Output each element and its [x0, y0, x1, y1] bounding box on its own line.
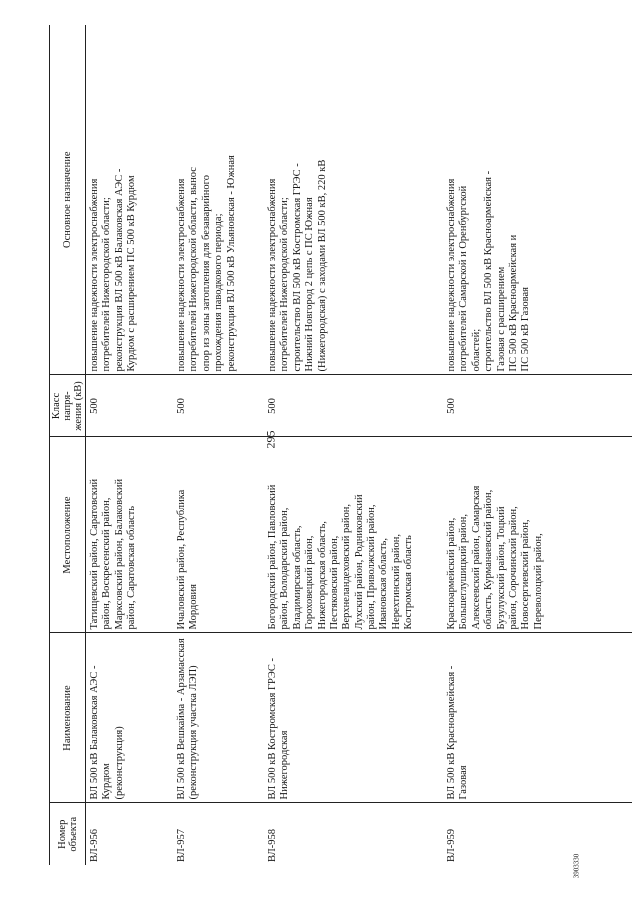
rotated-page-content: [49, 25, 639, 865]
cell-name: ВЛ 500 кВ Костромская ГРЭС - Нижегородская: [264, 633, 443, 803]
cell-main-purpose: повышение надежности электроснабжения потребителей Самарской и Оренбургской областей; строительство ВЛ 500 кВ Красноармейская - Газовая с расширением ПС 500 кВ Красноармейская и ПС 500 кВ Газовая: [446, 170, 532, 372]
page-number: 295: [263, 430, 278, 449]
cell-object-number: ВЛ-959: [443, 803, 632, 865]
header-object-number: Номер объекта: [50, 803, 86, 865]
cell-main-purpose: повышение надежности электроснабжения потребителей Нижегородской области; реконструкция ВЛ 500 кВ Балаковская АЭС - Курдюм с расширением ПС 500 кВ Курдюм: [89, 168, 138, 372]
cell-location: Богородский район, Павловский район, Володарский район, Владимирская область, Гороховецкий район, Нижегородская область, Пестяковский район, Верхнеландеховский район, Лухский район, Родниковский район, Приволжский район, Ивановская область, Нерехтинский район, Костромская область: [264, 437, 443, 633]
cell-main-purpose: повышение надежности электроснабжения потребителей Нижегородской области; строительство ВЛ 500 кВ Костромская ГРЭС - Нижний Новгород 2 цепь с ПС Южная (Нижегородская) с заходами ВЛ 500 кВ, 220 кВ: [267, 159, 328, 372]
header-name: Наименование: [50, 633, 86, 803]
table-row: [264, 25, 443, 865]
cell-object-number: ВЛ-958: [264, 803, 443, 865]
cell-main-purpose: повышение надежности электроснабжения потребителей Нижегородской области, вынос опор из зоны затопления для безаварийного прохождения паводкового периода; реконструкция ВЛ 500 кВ Ульяновская - Южная: [176, 155, 237, 372]
cell-object-number: ВЛ-956: [86, 803, 174, 865]
table-header-row: [50, 25, 86, 865]
cell-location: Ичаловский район, Республика Мордовия: [173, 437, 264, 633]
header-main-purpose: Основное назначение: [50, 25, 86, 375]
document-code: 3903330: [572, 853, 581, 879]
cell-voltage-class: 500: [86, 375, 174, 437]
header-location: Местоположение: [50, 437, 86, 633]
cell-voltage-class: 500: [264, 375, 443, 437]
cell-name: ВЛ 500 кВ Балаковская АЭС - Курдюм (реконструкция): [86, 633, 174, 803]
cell-location: Татищевский район, Саратовский район, Воскресенский район, Марксовский район, Балаковский район, Саратовская область: [86, 437, 174, 633]
cell-voltage-class: 500: [443, 375, 632, 437]
header-voltage-class: Класс напря- жения (кВ): [50, 375, 86, 437]
objects-table: [49, 25, 632, 865]
cell-name: ВЛ 500 кВ Красноармейская - Газовая: [443, 633, 632, 803]
cell-voltage-class: 500: [173, 375, 264, 437]
cell-location: Красноармейский район, Большеглушицкий район, Алексеевский район, Самарская область, Курманаевский район, Бузулукский район, Тоцкий район, Сорочинский район, Новосергиевский район, Переволоцкий район,: [443, 437, 632, 633]
cell-name: ВЛ 500 кВ Вешкайма - Арзамасская (реконструкция участка ЛЭП): [173, 633, 264, 803]
table-row: [443, 25, 632, 865]
table-row: [173, 25, 264, 865]
table-row: [86, 25, 174, 865]
cell-object-number: ВЛ-957: [173, 803, 264, 865]
